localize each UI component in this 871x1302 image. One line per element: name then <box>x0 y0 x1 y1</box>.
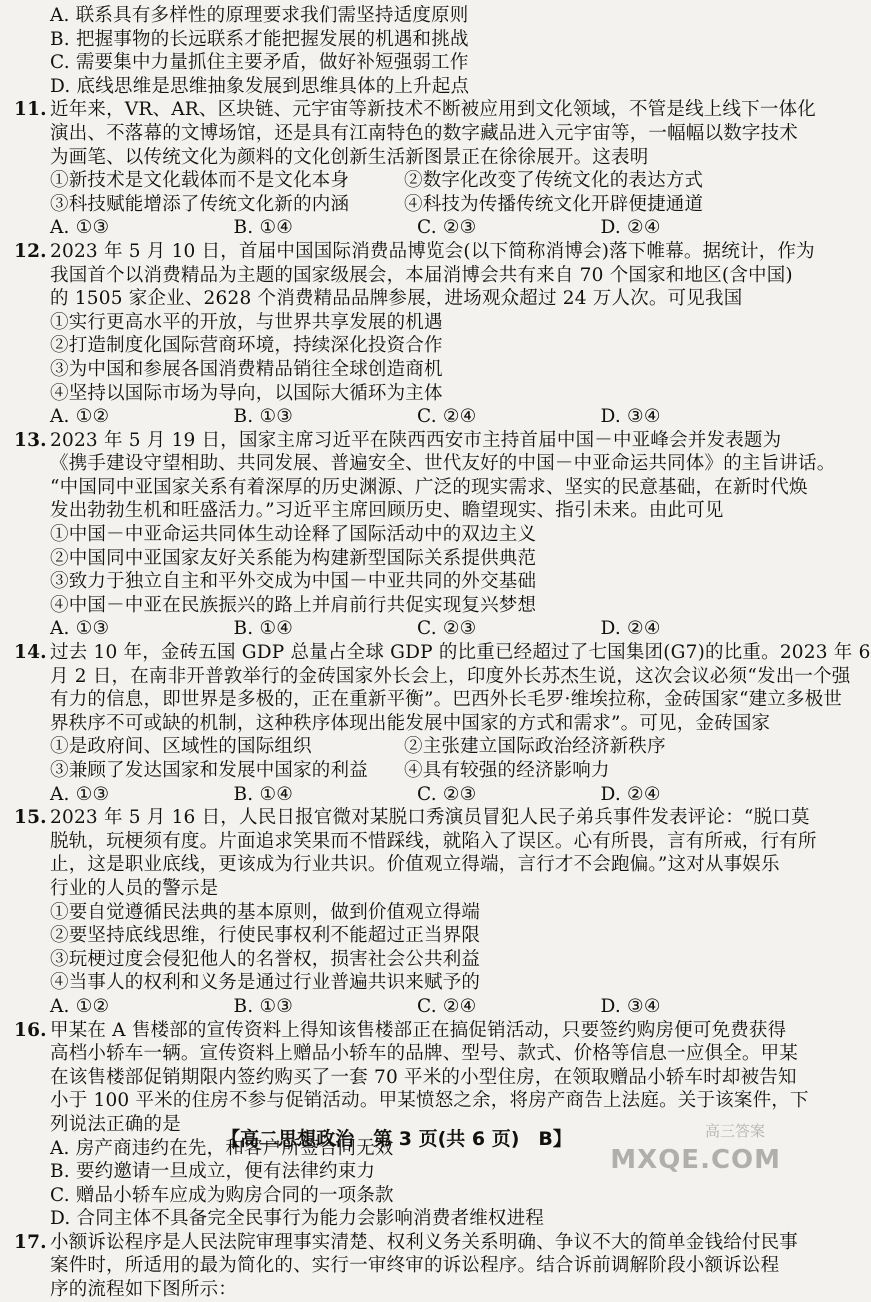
q16-option-b[interactable]: B. 要约邀请一旦成立，便有法律约束力 <box>50 1161 376 1183</box>
q14-statement-4: ④具有较强的经济影响力 <box>404 760 610 781</box>
q17-text-2: 案件时，所适用的最为简化的、实行一审终审的诉讼程序。结合诉前调解阶段小额诉讼程 <box>50 1255 780 1277</box>
q13-text-2: 《携手建设守望相助、共同发展、普遍安全、世代友好的中国－中亚命运共同体》的主旨讲话。 <box>50 453 836 475</box>
q15-line-1 <box>14 806 810 830</box>
q11-text-1: 近年来，VR、AR、区块链、元宇宙等新技术不断被应用到文化领域，不管是线上线下一体化 <box>50 99 816 121</box>
q11-option-b[interactable]: B. ①④ <box>233 217 294 239</box>
q14-options <box>14 783 784 807</box>
q11-number: 11. <box>14 99 47 121</box>
q14-text-2: 月 2 日，在南非开普敦举行的金砖国家外长会上，印度外长苏杰生说，这次会议必须“发出一个强 <box>50 665 851 687</box>
q13-statement-1: ①中国－中亚命运共同体生动诠释了国际活动中的双边主义 <box>50 524 537 546</box>
q13-option-c[interactable]: C. ②③ <box>417 618 477 640</box>
q12-statement-2: ②打造制度化国际营商环境，持续深化投资合作 <box>50 335 443 357</box>
q11-statement-3: ③科技赋能增添了传统文化新的内涵 <box>50 193 350 215</box>
q11-options <box>14 216 784 240</box>
q14-option-c[interactable]: C. ②③ <box>417 783 477 805</box>
q12-text-1: 2023 年 5 月 10 日，首届中国国际消费品博览会(以下简称消博会)落下帷幕。据统计，作为 <box>50 240 815 262</box>
q15-option-b[interactable]: B. ①③ <box>233 995 294 1017</box>
q12-option-d[interactable]: D. ③④ <box>600 406 661 428</box>
q11-text-2: 演出、不落幕的文博场馆，还是具有江南特色的数字藏品进入元宇宙等，一幅幅以数字技术 <box>50 122 799 144</box>
q11-line-1 <box>14 98 816 122</box>
q17-text-1: 小额诉讼程序是人民法院审理事实清楚、权利义务关系明确、争议不大的简单金钱给付民事 <box>50 1231 799 1253</box>
q16-text-5: 列说法正确的是 <box>50 1113 181 1135</box>
q14-option-d[interactable]: D. ②④ <box>600 783 661 805</box>
q12-option-a[interactable]: A. ①② <box>50 406 110 428</box>
q14-statement-1: ①是政府间、区域性的国际组织 <box>50 736 312 758</box>
q15-statement-2: ②要坚持底线思维，行使民事权利不能超过正当界限 <box>50 925 481 947</box>
q11-option-d[interactable]: D. ②④ <box>600 217 661 239</box>
q10-option-c: C. 需要集中力量抓住主要矛盾，做好补短强弱工作 <box>50 52 469 74</box>
q13-statement-4: ④中国－中亚在民族振兴的路上并肩前行共促实现复兴梦想 <box>50 594 537 616</box>
q16-option-a[interactable]: A. 房产商违约在先，和客户所签合同无效 <box>50 1137 394 1159</box>
q15-option-d[interactable]: D. ③④ <box>600 995 661 1017</box>
q12-text-3: 的 1505 家企业、2628 个消费精品品牌参展，进场观众超过 24 万人次。可见我国 <box>50 288 743 310</box>
q15-option-c[interactable]: C. ②④ <box>417 995 477 1017</box>
q15-number: 15. <box>14 807 47 829</box>
q16-number: 16. <box>14 1019 47 1041</box>
q14-text-3: 有力的信息，即世界是多极的，正在重新平衡”。巴西外长毛罗·维埃拉称，金砖国家“建立多极世 <box>50 689 843 711</box>
q17-text-3: 序的流程如下图所示： <box>50 1279 238 1301</box>
q14-statements-12 <box>14 735 784 759</box>
q15-options <box>14 995 784 1019</box>
q15-text-1: 2023 年 5 月 16 日，人民日报官微对某脱口秀演员冒犯人民子弟兵事件发表评论：“脱口莫 <box>50 807 810 829</box>
q14-line-1 <box>14 641 871 665</box>
q13-statement-2: ②中国同中亚国家友好关系能为构建新型国际关系提供典范 <box>50 547 537 569</box>
q10-option-a: A. 联系具有多样性的原理要求我们需坚持适度原则 <box>50 5 469 26</box>
q12-text-2: 我国首个以消费精品为主题的国家级展会，本届消博会共有来自 70 个国家和地区(含中国) <box>50 264 793 286</box>
q16-text-3: 在该售楼部促销期限内签约购买了一套 70 平米的小型住房，在领取赠品小轿车时却被告知 <box>50 1066 797 1088</box>
q14-number: 14. <box>14 642 47 664</box>
watermark-small-text: 高三答案 <box>704 1122 765 1140</box>
q14-text-1: 过去 10 年，金砖五国 GDP 总量占全球 GDP 的比重已经超过了七国集团(G7)的比重。2023 年 6 <box>50 642 871 664</box>
q14-statement-2: ②主张建立国际政治经济新秩序 <box>404 736 666 758</box>
q14-statement-3: ③兼顾了发达国家和发展中国家的利益 <box>50 760 368 781</box>
q15-statement-4: ④当事人的权利和义务是通过行业普遍共识来赋予的 <box>50 972 481 994</box>
q12-statement-3: ③为中国和参展各国消费精品销往全球创造商机 <box>50 358 443 380</box>
q13-line-1 <box>14 429 784 453</box>
q11-statement-4: ④科技为传播传统文化开辟便捷通道 <box>404 193 704 215</box>
q11-statements-34 <box>14 193 784 217</box>
q12-statement-4: ④坚持以国际市场为导向，以国际大循环为主体 <box>50 382 443 404</box>
q16-text-1: 甲某在 A 售楼部的宣传资料上得知该售楼部正在搞促销活动，只要签约购房便可免费获得 <box>50 1019 787 1041</box>
q17-line-1 <box>14 1231 799 1255</box>
q12-option-b[interactable]: B. ①③ <box>233 406 294 428</box>
q13-statement-3: ③致力于独立自主和平外交成为中国－中亚共同的外交基础 <box>50 571 537 593</box>
q16-option-d[interactable]: D. 合同主体不具备完全民事行为能力会影响消费者维权进程 <box>50 1208 545 1230</box>
page-footer: 【高二思想政治 第 3 页(共 6 页) B】 <box>221 1128 572 1150</box>
q11-statement-2: ②数字化改变了传统文化的表达方式 <box>404 170 704 192</box>
q15-statement-1: ①要自觉遵循民法典的基本原则，做到价值观立得端 <box>50 901 481 923</box>
q11-statements-12 <box>14 169 784 193</box>
q11-option-a[interactable]: A. ①③ <box>50 217 110 239</box>
q13-option-d[interactable]: D. ②④ <box>600 618 661 640</box>
q12-number: 12. <box>14 240 47 262</box>
q10-option-b: B. 把握事物的长远联系才能把握发展的机遇和挑战 <box>50 28 469 50</box>
page-content <box>14 4 871 1302</box>
q12-statement-1: ①实行更高水平的开放，与世界共享发展的机遇 <box>50 311 443 333</box>
q11-statement-1: ①新技术是文化载体而不是文化本身 <box>50 170 350 192</box>
q13-text-4: 发出勃勃生机和旺盛活力。”习近平主席回顾历史、瞻望现实、指引未来。由此可见 <box>50 500 724 522</box>
q13-text-3: “中国同中亚国家关系有着深厚的历史渊源、广泛的现实需求、坚实的民意基础，在新时代焕 <box>50 476 808 498</box>
q15-option-a[interactable]: A. ①② <box>50 995 110 1017</box>
watermark-logo: MXQE.COM <box>610 1145 781 1175</box>
q15-statement-3: ③玩梗过度会侵犯他人的名誉权，损害社会公共利益 <box>50 948 481 970</box>
q16-line-1 <box>14 1019 787 1043</box>
q16-text-4: 小于 100 平米的住房不参与促销活动。甲某愤怒之余，将房产商告上法庭。关于该案件，下 <box>50 1090 809 1112</box>
q14-option-b[interactable]: B. ①④ <box>233 783 294 805</box>
q12-option-c[interactable]: C. ②④ <box>417 406 477 428</box>
q15-text-4: 行业的人员的警示是 <box>50 877 219 899</box>
q16-text-2: 高档小轿车一辆。宣传资料上赠品小轿车的品牌、型号、款式、价格等信息一应俱全。甲某 <box>50 1043 799 1065</box>
q17-number: 17. <box>14 1231 47 1253</box>
q15-text-2: 脱轨，玩梗须有度。片面追求笑果而不惜踩线，就陷入了误区。心有所畏，言有所戒，行有所 <box>50 830 817 852</box>
q13-option-b[interactable]: B. ①④ <box>233 618 294 640</box>
q13-number: 13. <box>14 429 47 451</box>
q16-option-c[interactable]: C. 赠品小轿车应成为购房合同的一项条款 <box>50 1184 394 1206</box>
q14-text-4: 界秩序不可或缺的机制，这种秩序体现出能发展中国家的方式和需求”。可见，金砖国家 <box>50 712 771 734</box>
q14-statements-34 <box>14 759 784 783</box>
q11-option-c[interactable]: C. ②③ <box>417 217 477 239</box>
q12-line-1 <box>14 240 815 264</box>
q10-option-d: D. 底线思维是思维抽象发展到思维具体的上升起点 <box>50 75 470 97</box>
q13-option-a[interactable]: A. ①③ <box>50 618 110 640</box>
q14-option-a[interactable]: A. ①③ <box>50 783 110 805</box>
q11-text-3: 为画笔、以传统文化为颜料的文化创新生活新图景正在徐徐展开。这表明 <box>50 146 649 168</box>
q13-options <box>14 617 784 641</box>
q12-options <box>14 405 784 429</box>
q15-text-3: 止，这是职业底线，更该成为行业共识。价值观立得端，言行才不会跑偏。”这对从事娱乐 <box>50 854 780 876</box>
q13-text-1: 2023 年 5 月 19 日，国家主席习近平在陕西西安市主持首届中国－中亚峰会并发表题为 <box>50 429 782 451</box>
